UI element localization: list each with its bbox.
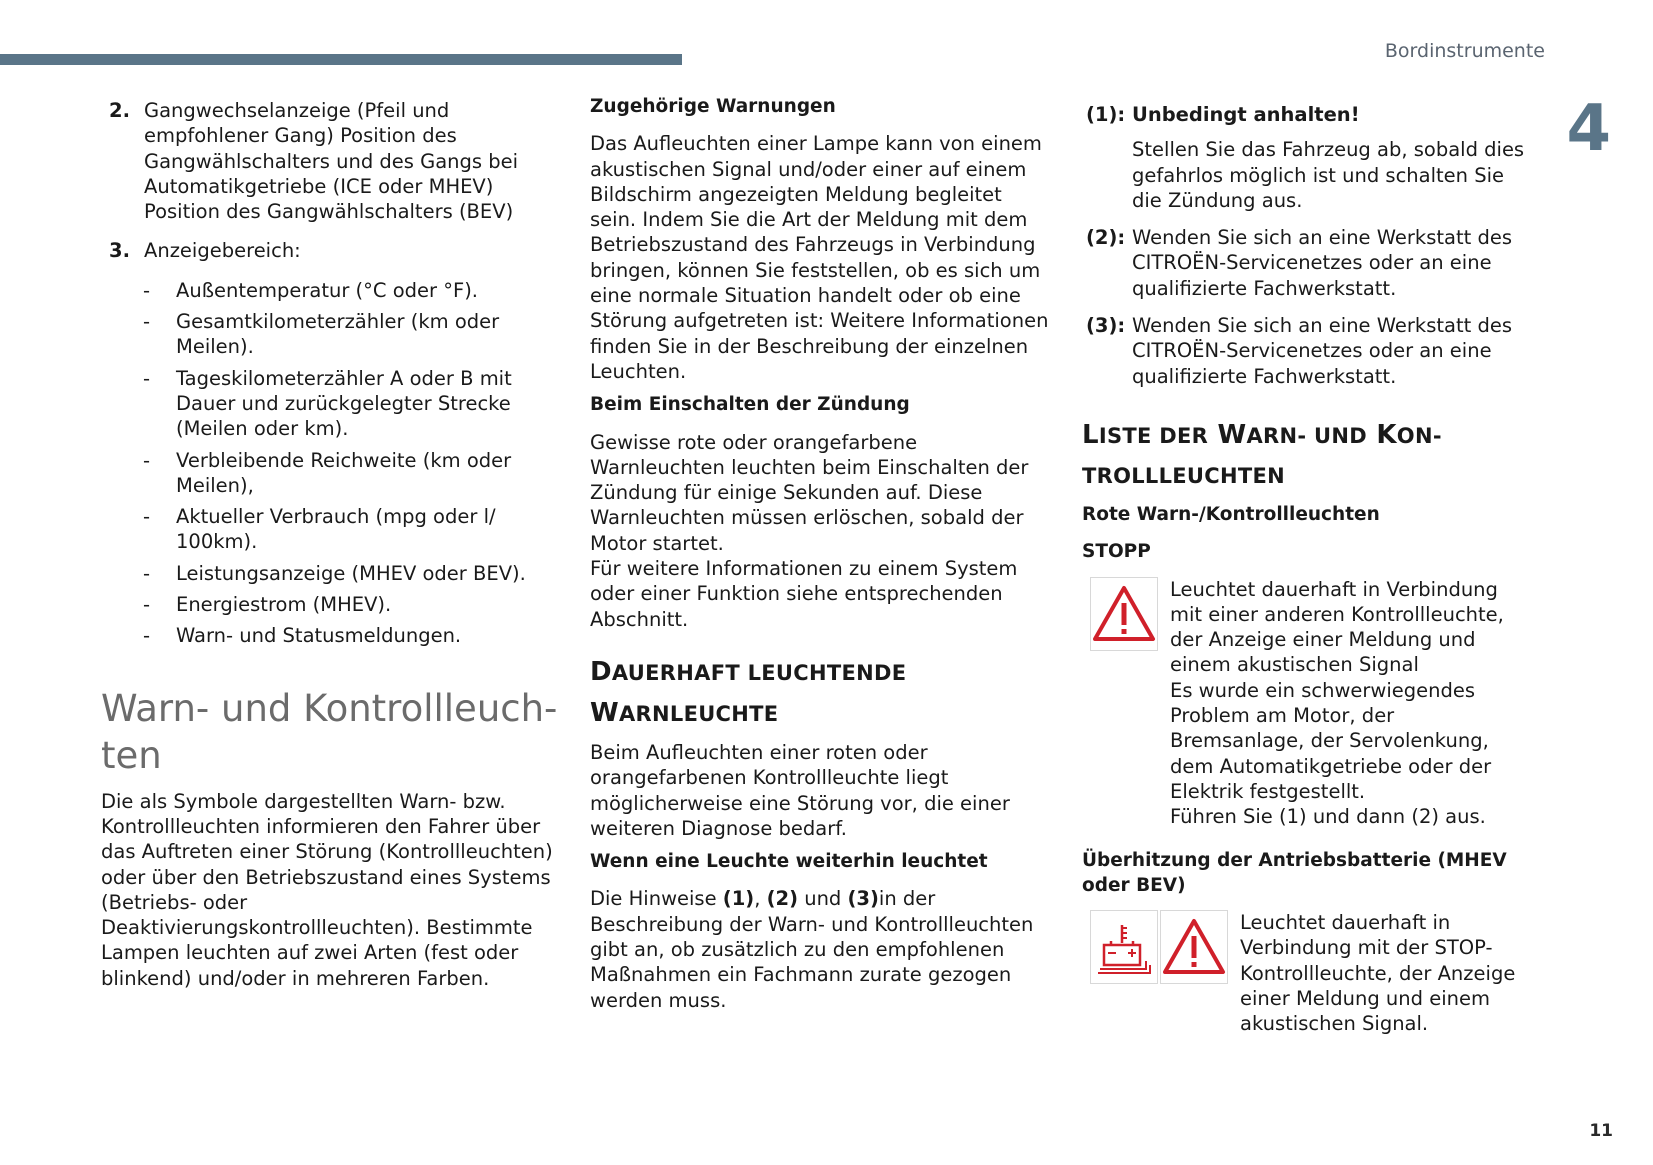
reference-text: Wenden Sie sich an eine Werkstatt des CITROËN-Servicenetzes oder an eine qualifizierte Fachwerkstatt. — [1132, 314, 1512, 388]
subheading-red-lamps: Rote Warn-/Kontrollleuchten — [1082, 503, 1380, 525]
heading-line-2: TROLLLEUCHTEN — [1082, 463, 1286, 488]
warning-triangle-icon — [1160, 910, 1228, 984]
section-title-line: ten — [101, 733, 162, 777]
text-run: Die Hinweise — [590, 887, 723, 911]
reference-tag: (2): — [1086, 226, 1126, 250]
stop-text: Führen Sie (1) und dann (2) aus. — [1170, 805, 1486, 829]
stop-lamp-entry — [1090, 577, 1532, 830]
section-title-line: Warn- und Kontrollleuch- — [101, 686, 558, 730]
subheading-still-lit: Wenn eine Leuchte weiterhin leuchtet — [590, 851, 988, 873]
subheading-associated-warnings: Zugehörige Warnungen — [590, 96, 836, 117]
column-middle — [590, 94, 1050, 1013]
heading-cap: W — [590, 697, 619, 728]
heading-cap: D — [590, 656, 612, 687]
display-area-list — [101, 278, 561, 649]
item-number: 2. — [109, 99, 130, 122]
heading-cap: K — [1376, 419, 1397, 450]
column-right — [1082, 94, 1532, 1055]
intro-paragraph: Die als Symbole dargestellten Warn- bzw. Kontrollleuchten informieren den Fahrer über das Auftreten einer Störung (Kontrollleuchten) oder über den Betriebszustand eines Systems (Betriebs- oder Deaktivierungskontrollleuchten). Bestimmte Lampen leuchten auf zwei Arten (fest oder blinkend) und/oder in mehreren Farben. — [101, 789, 553, 990]
list-item: - Aktueller Verbrauch (mpg oder l/ 100km). — [101, 504, 561, 555]
reference-text: Stellen Sie das Fahrzeug ab, sobald dies gefahrlos möglich ist und schalten Sie die Zündung aus. — [1132, 138, 1525, 212]
reference-lead: Unbedingt anhalten! — [1132, 103, 1360, 126]
list-item: - Tageskilometerzähler A oder B mit Dauer und zurückgelegter Strecke (Meilen oder km). — [101, 366, 561, 442]
stop-text: Leuchtet dauerhaft in Verbindung mit einer anderen Kontrollleuchte, der Anzeige einer Meldung und einem akustischen Signal — [1170, 577, 1504, 677]
list-item: - Gesamtkilometerzähler (km oder Meilen). — [101, 309, 561, 360]
text-run: , — [754, 887, 767, 911]
reference-text: Wenden Sie sich an eine Werkstatt des CITROËN-Servicenetzes oder an eine qualifizierte Fachwerkstatt. — [1132, 226, 1512, 300]
numbered-item-2 — [101, 98, 561, 224]
text-run: und — [798, 887, 848, 911]
paragraph-ignition-more: Für weitere Informationen zu einem System oder einer Funktion siehe entsprechenden Abschnitt. — [590, 557, 1018, 631]
heading-warning-list — [1082, 415, 1532, 496]
section-title — [101, 685, 561, 779]
heading-rest: ARNLEUCHTE — [618, 701, 779, 726]
text-run: in der Beschreibung der Warn- und Kontrollleuchten gibt an, ob zusätzlich zu den empfohlenen Maßnahmen ein Fachmann zurate gezogen werden muss. — [590, 887, 1034, 1012]
battery-overheat-icon — [1090, 910, 1158, 984]
chapter-number: 4 — [1566, 92, 1611, 166]
numbered-item-3 — [101, 238, 561, 263]
warning-triangle-icon — [1090, 577, 1158, 651]
subheading-stop: STOPP — [1082, 541, 1151, 563]
heading-rest: ISTE DER — [1098, 423, 1209, 448]
heading-cap: W — [1217, 419, 1247, 450]
ref-2: (2) — [766, 887, 799, 911]
list-item: - Energiestrom (MHEV). — [101, 592, 561, 617]
subheading-ignition: Beim Einschalten der Zündung — [590, 394, 910, 416]
paragraph-permanent: Beim Aufleuchten einer roten oder orangefarbenen Kontrollleuchte liegt möglicherweise eine Störung vor, die einer weiteren Diagnose bedarf. — [590, 740, 1010, 840]
heading-cap: L — [1082, 419, 1099, 450]
heading-permanent-warning — [590, 652, 1050, 734]
ref-3: (3) — [847, 887, 879, 911]
stop-text: Es wurde ein schwerwiegendes Problem am Motor, der Bremsanlage, der Servolenkung, dem Automatikgetriebe oder der Elektrik festgestellt. — [1170, 678, 1492, 803]
reference-1 — [1082, 102, 1532, 213]
reference-tag: (1): — [1086, 103, 1126, 126]
subheading-battery-overheat: Überhitzung der Antriebsbatterie (MHEV oder BEV) — [1082, 849, 1507, 896]
header-accent-bar — [0, 54, 682, 65]
page-number: 11 — [1589, 1121, 1613, 1141]
list-item: - Warn- und Statusmeldungen. — [101, 623, 561, 648]
stop-lamp-description — [1170, 577, 1532, 830]
item-text: Anzeigebereich: — [144, 239, 301, 263]
heading-rest: AUERHAFT LEUCHTENDE — [611, 660, 907, 685]
paragraph-still-lit — [590, 886, 1050, 1012]
list-item: - Leistungsanzeige (MHEV oder BEV). — [101, 561, 561, 586]
paragraph-associated-warnings: Das Aufleuchten einer Lampe kann von einem akustischen Signal und/oder einer auf einem Bildschirm angezeigten Meldung begleitet sein. Indem Sie die Art der Meldung mit dem Betriebszustand des Fahrzeugs in Verbindung bringen, können Sie feststellen, ob es sich um eine normale Situation handelt oder ob eine Störung aufgetreten ist: Weitere Informationen finden Sie in der Beschreibung der einzelnen Leuchten. — [590, 132, 1049, 383]
reference-2 — [1082, 225, 1532, 301]
list-item: - Außentemperatur (°C oder °F). — [101, 278, 561, 303]
reference-3 — [1082, 313, 1532, 389]
column-left — [101, 94, 561, 991]
battery-lamp-entry — [1090, 910, 1532, 1036]
running-header: Bordinstrumente — [1384, 40, 1545, 62]
reference-tag: (3): — [1086, 314, 1126, 338]
item-number: 3. — [109, 239, 130, 263]
list-item: - Verbleibende Reichweite (km oder Meilen), — [101, 448, 561, 499]
item-text: Gangwechselanzeige (Pfeil und empfohlener Gang) Position des Gangwählschalters und des Gangs bei Automatikgetriebe (ICE oder MHEV) Position des Gangwählschalters (BEV) — [144, 99, 519, 224]
ref-1: (1) — [722, 887, 755, 911]
heading-rest: ON- — [1396, 423, 1442, 448]
paragraph-ignition: Gewisse rote oder orangefarbene Warnleuchten leuchten beim Einschalten der Zündung für einige Sekunden auf. Diese Warnleuchten müssen erlöschen, sobald der Motor startet. — [590, 430, 1029, 555]
heading-rest: ARN- UND — [1246, 423, 1367, 448]
battery-lamp-description: Leuchtet dauerhaft in Verbindung mit der STOP-Kontrollleuchte, der Anzeige einer Meldung und einem akustischen Signal. — [1240, 911, 1516, 1036]
